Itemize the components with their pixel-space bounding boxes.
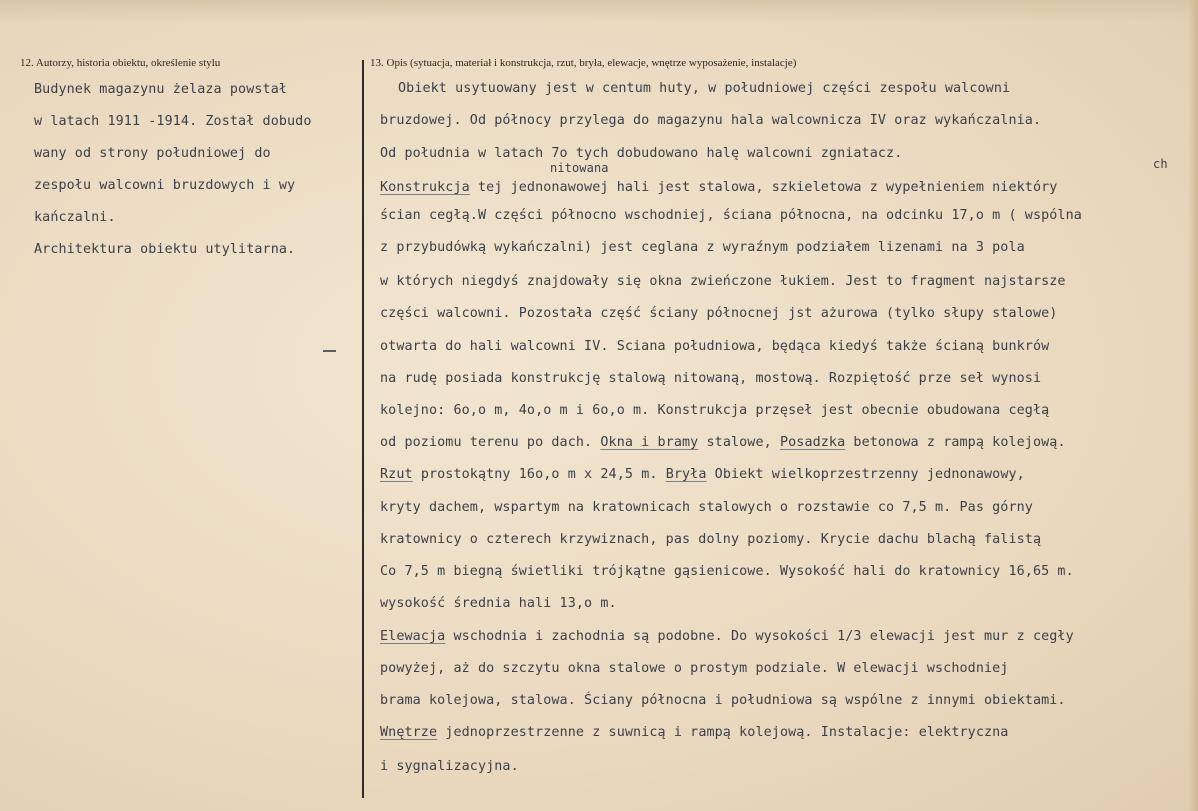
right-line: powyżej, aż do szczytu okna stalowe o prostym podziale. W elewacji wschodniej bbox=[380, 661, 1009, 676]
left-line: wany od strony południowej do bbox=[34, 146, 271, 161]
left-line: zespołu walcowni bruzdowych i wy bbox=[34, 178, 296, 193]
underlined-heading: Okna i bramy bbox=[600, 435, 699, 450]
right-line: od poziomu terenu po dach. Okna i bramy stalowe, Posadzka betonowa z rampą kolejową. bbox=[380, 435, 1066, 450]
right-line: kryty dachem, wspartym na kratownicach stalowych o rozstawie co 7,5 m. Pas górny bbox=[380, 500, 1033, 515]
column-divider bbox=[362, 60, 364, 798]
underlined-heading: Rzut bbox=[380, 467, 413, 482]
right-line: Konstrukcja tej jednonawowej hali jest stalowa, szkieletowa z wypełnieniem niektóry bbox=[380, 180, 1058, 195]
right-line: Wnętrze jednoprzestrzenne z suwnicą i rampą kolejową. Instalacje: elektryczna bbox=[380, 725, 1009, 740]
right-line: Od południa w latach 7o tych dobudowano halę walcowni zgniatacz. bbox=[380, 146, 903, 161]
right-line: otwarta do hali walcowni IV. Sciana południowa, będąca kiedyś także ścianą bunkrów bbox=[380, 339, 1050, 354]
right-line: Obiekt usytuowany jest w centum huty, w południowej części zespołu walcowni bbox=[398, 81, 1011, 96]
right-line: wysokość średnia hali 13,o m. bbox=[380, 596, 617, 611]
left-line: Architektura obiektu utylitarna. bbox=[34, 242, 296, 257]
right-column-header: 13. Opis (sytuacja, materiał i konstrukcja, rzut, bryła, elewacje, wnętrze wyposażenie, instalacje) bbox=[370, 57, 797, 69]
right-line: kolejno: 6o,o m, 4o,o m i 6o,o m. Konstrukcja przęseł jest obecnie obudowana cegłą bbox=[380, 403, 1050, 418]
right-line: brama kolejowa, stalowa. Ściany północna i południowa są wspólne z innymi obiektami. bbox=[380, 693, 1066, 708]
left-line: w latach 1911 -1914. Został dobudo bbox=[34, 114, 312, 129]
right-line: Rzut prostokątny 16o,o m x 24,5 m. Bryła Obiekt wielkoprzestrzenny jednonawowy, bbox=[380, 467, 1025, 482]
left-line: Budynek magazynu żelaza powstał bbox=[34, 82, 288, 97]
right-line: Elewacja wschodnia i zachodnia są podobne. Do wysokości 1/3 elewacji jest mur z cegły bbox=[380, 629, 1074, 644]
ink-dash bbox=[323, 350, 336, 352]
underlined-heading: Wnętrze bbox=[380, 725, 438, 740]
underlined-heading: Bryła bbox=[665, 467, 707, 482]
right-line: ścian cegłą.W części północno wschodniej, ściana północna, na odcinku 17,o m ( wspólna bbox=[380, 208, 1082, 223]
right-line: z przybudówką wykańczalni) jest ceglana z wyraźnym podziałem lizenami na 3 pola bbox=[380, 240, 1025, 255]
right-line: i sygnalizacyjna. bbox=[380, 759, 519, 774]
inserted-letters-ch: ch bbox=[1153, 157, 1168, 171]
underlined-heading: Elewacja bbox=[380, 629, 446, 644]
paper-top-edge bbox=[0, 0, 1198, 22]
right-line: Co 7,5 m biegną świetliki trójkątne gąsienicowe. Wysokość hali do kratownicy 16,65 m. bbox=[380, 564, 1074, 579]
right-line: części walcowni. Pozostała część ściany północnej jst ażurowa (tylko słupy stalowe) bbox=[380, 306, 1058, 321]
left-column-header: 12. Autorzy, historia obiektu, określenie stylu bbox=[20, 57, 221, 69]
right-line: kratownicy o czterech krzywiznach, pas dolny poziomy. Krycie dachu blachą falistą bbox=[380, 532, 1042, 547]
inserted-word-nitowana: nitowana bbox=[550, 161, 609, 175]
right-line: w których niegdyś znajdowały się okna zwieńczone łukiem. Jest to fragment najstarsze bbox=[380, 274, 1066, 289]
right-line: bruzdowej. Od północy przylega do magazynu hala walcownicza IV oraz wykańczalnia. bbox=[380, 113, 1042, 128]
underlined-heading: Konstrukcja bbox=[380, 180, 470, 195]
underlined-heading: Posadzka bbox=[779, 435, 846, 450]
paper-right-edge bbox=[1188, 0, 1198, 811]
left-line: kańczalni. bbox=[34, 210, 116, 225]
right-line: na rudę posiada konstrukcję stalową nitowaną, mostową. Rozpiętość prze seł wynosi bbox=[380, 371, 1042, 386]
